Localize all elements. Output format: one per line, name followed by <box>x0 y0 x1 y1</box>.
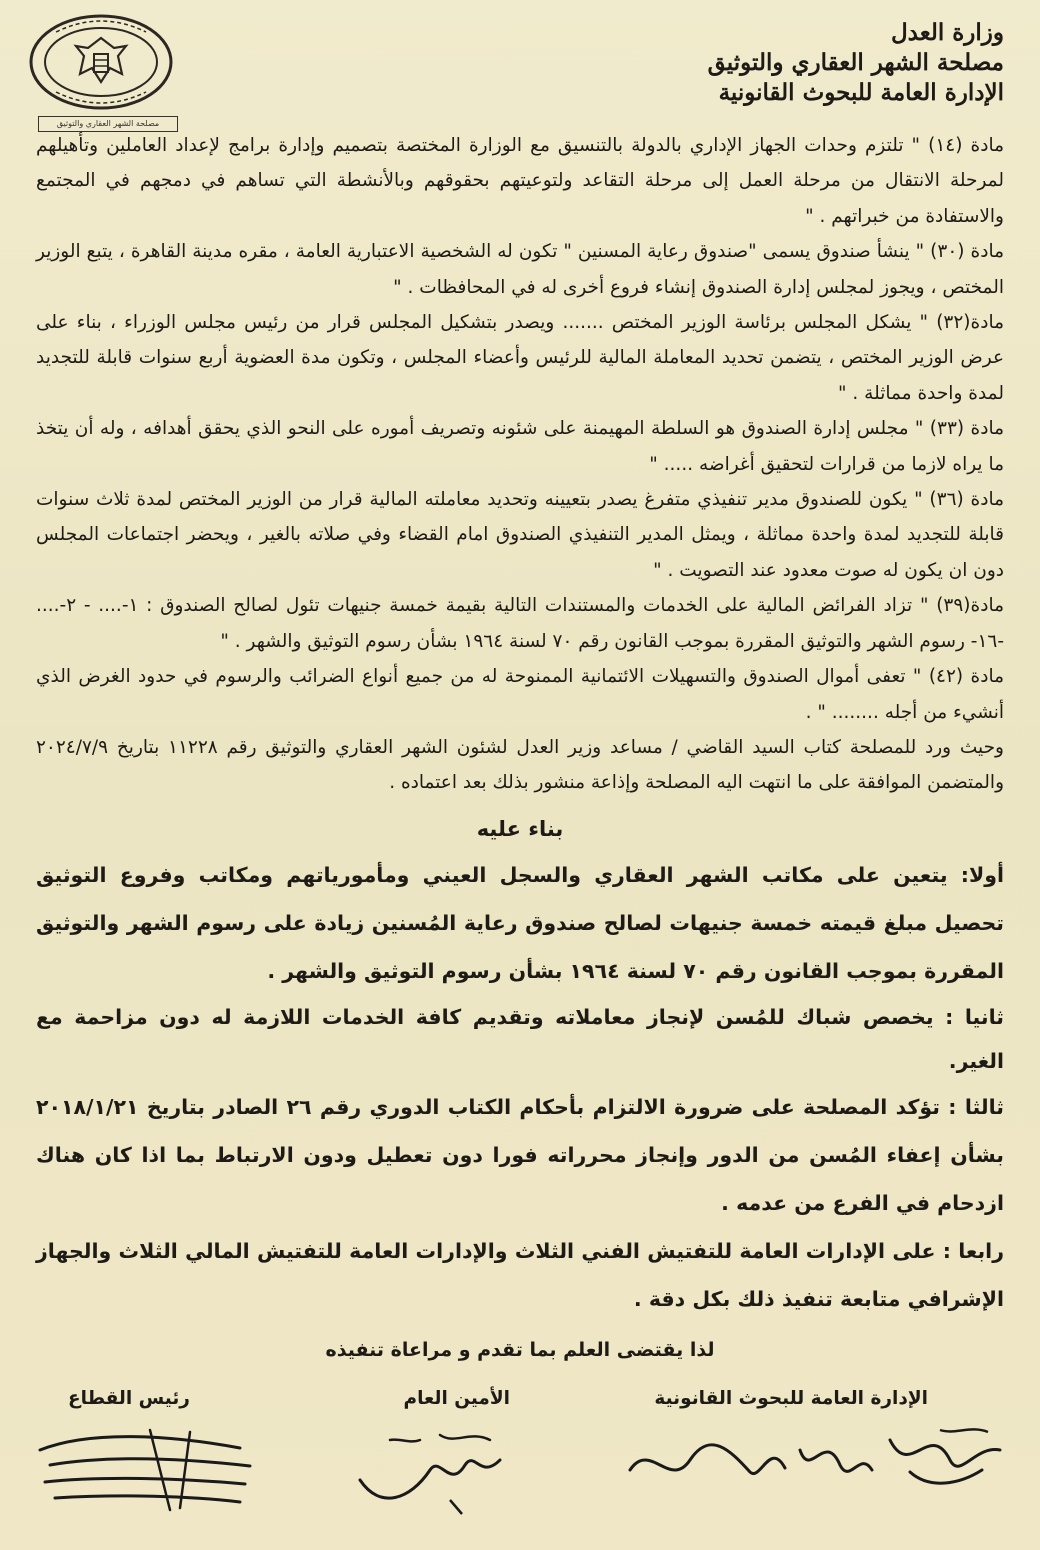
basis-heading: بناء عليه <box>476 816 564 841</box>
article-42: مادة (٤٢) " تعفى أموال الصندوق والتسهيلات الائتمانية الممنوحة له من جميع أنواع الضرائب والرسوم في حدود الغرض الذي أنشيء من أجله ........ " . <box>36 666 1005 723</box>
closing-line: لذا يقتضى العلم بما تقدم و مراعاة تنفيذه <box>325 1338 715 1361</box>
document-body <box>36 128 1004 1365</box>
signature-secretary-general-icon <box>350 1410 520 1520</box>
signature-title-legal-research: الإدارة العامة للبحوث القانونية <box>654 1388 928 1409</box>
article-30: مادة (٣٠) " ينشأ صندوق يسمى "صندوق رعاية المسنين " تكون له الشخصية الاعتبارية العامة ، مقره مدينة القاهرة ، يتبع الوزير المختص ، ويجوز لمجلس إدارة الصندوق إنشاء فروع أخرى له في المحافظات . " <box>36 241 1004 298</box>
signature-title-secretary-general: الأمين العام <box>403 1388 510 1409</box>
emblem-seal-icon <box>26 12 176 112</box>
department-name: الإدارة العامة للبحوث القانونية <box>718 79 1004 106</box>
letterhead <box>704 18 1004 108</box>
decision-first: أولا: يتعين على مكاتب الشهر العقاري والسجل العيني ومأمورياتهم ومكاتب وفروع التوثيق تحصيل مبلغ قيمته خمسة جنيهات لصالح صندوق رعاية المُسنين زيادة على رسوم الشهر والتوثيق المقررة بموجب القانون رقم ٧٠ لسنة ١٩٦٤ بشأن رسوم التوثيق والشهر . <box>36 862 1004 983</box>
article-36: مادة (٣٦) " يكون للصندوق مدير تنفيذي متفرغ يصدر بتعيينه وتحديد معاملته المالية قرار من الوزير المختص لمدة ثلاث سنوات قابلة للتجديد لمدة واحدة مماثلة ، ويمثل المدير التنفيذي الصندوق امام القضاء وفي صلاته بالغير ، ويحضر اجتماعات المجلس دون ان يكون له صوت معدود عند التصويت . " <box>36 489 1004 581</box>
article-32: مادة(٣٢) " يشكل المجلس برئاسة الوزير المختص ....... ويصدر بتشكيل المجلس قرار من رئيس مجلس الوزراء ، بناء على عرض الوزير المختص ، يتضمن تحديد المعاملة المالية للرئيس وأعضاء المجلس ، وتكون مدة العضوية أربع سنوات قابلة للتجديد لمدة واحدة مماثلة . " <box>36 312 1004 404</box>
whereas-paragraph: وحيث ورد للمصلحة كتاب السيد القاضي / مساعد وزير العدل لشئون الشهر العقاري والتوثيق رقم ١١٢٢٨ بتاريخ ٢٠٢٤/٧/٩ والمتضمن الموافقة على ما انتهت اليه المصلحة وإذاعة منشور بذلك بعد اعتماده . <box>36 736 1004 794</box>
seal-stamp-box: مصلحة الشهر العقاري والتوثيق <box>38 116 178 132</box>
article-33: مادة (٣٣) " مجلس إدارة الصندوق هو السلطة المهيمنة على شئونه وتصريف أموره على النحو الذي يحقق أهدافه ، وله أن يتخذ ما يراه لازما من قرارات لتحقيق أغراضه ..... " <box>36 418 1005 475</box>
decision-second: ثانيا : يخصص شباك للمُسن لإنجاز معاملاته وتقديم كافة الخدمات اللازمة له دون مزاحمة مع الغير. <box>36 1004 1004 1073</box>
ministry-name: وزارة العدل <box>890 19 1004 46</box>
signature-title-sector-head: رئيس القطاع <box>68 1388 190 1409</box>
signature-legal-research-icon <box>610 1410 1010 1520</box>
decision-third: ثالثا : تؤكد المصلحة على ضرورة الالتزام بأحكام الكتاب الدوري رقم ٢٦ الصادر بتاريخ ٢٠١٨/١/٢١ بشأن إعفاء المُسن من الدور وإنجاز محرراته فورا دون تعطيل ودون الارتباط بما اذا كان هناك ازدحام في الفرع من عدمه . <box>36 1094 1004 1215</box>
authority-name: مصلحة الشهر العقاري والتوثيق <box>707 49 1004 76</box>
article-39: مادة(٣٩) " تزاد الفرائض المالية على الخدمات والمستندات التالية بقيمة خمسة جنيهات تئول لصالح الصندوق : ١-.... - ٢-.... -١٦- رسوم الشهر والتوثيق المقررة بموجب القانون رقم ٧٠ لسنة ١٩٦٤ بشأن رسوم التوثيق والشهر . " <box>36 595 1004 652</box>
decision-fourth: رابعا : على الإدارات العامة للتفتيش الفني الثلاث والإدارات العامة للتفتيش المالي الثلاث والجهاز الإشرافي متابعة تنفيذ ذلك بكل دقة . <box>36 1238 1004 1311</box>
signature-sector-head-icon <box>30 1410 260 1520</box>
article-14: مادة (١٤) " تلتزم وحدات الجهاز الإداري بالدولة بالتنسيق مع الوزارة المختصة بتصميم وإدارة برامج لإعداد العاملين وتأهيلهم لمرحلة الانتقال من مرحلة العمل إلى مرحلة التقاعد ولتوعيتهم بحقوقهم وبالأنشطة التي تساهم في دمجهم في المجتمع والاستفادة من خبراتهم . " <box>36 135 1004 227</box>
